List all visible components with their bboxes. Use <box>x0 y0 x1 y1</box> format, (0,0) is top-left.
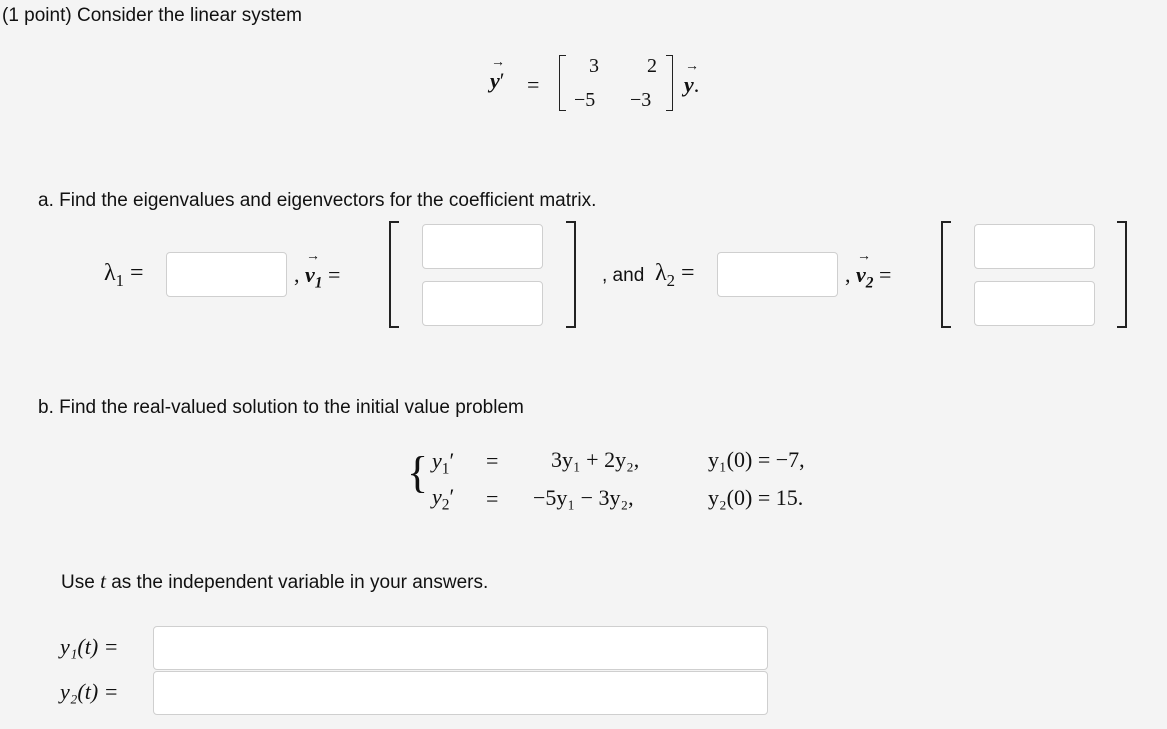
lambda1-label: $\lambda_1$ = <box>104 260 144 290</box>
matrix-left-bracket <box>559 55 566 111</box>
vector-y-prime: → y′ <box>490 68 505 94</box>
lambda2-input[interactable] <box>717 252 838 297</box>
eq2-lhs: $y_2'$ <box>432 484 455 514</box>
v2-component2-input[interactable] <box>974 281 1095 326</box>
problem-header: (1 point) Consider the linear system <box>2 5 302 26</box>
v1-left-bracket <box>389 221 399 328</box>
initial-condition-1: y₁(0) = −7, <box>708 447 805 472</box>
matrix-a22: −3 <box>630 89 652 111</box>
matrix-right-bracket <box>666 55 673 111</box>
eq2-equals: = <box>486 486 499 511</box>
eq1-rhs: 3y₁ + 2y₂, <box>551 447 640 472</box>
v2-left-bracket <box>941 221 951 328</box>
eq1-lhs: $y_1'$ <box>432 448 455 478</box>
part-a-prompt: a. Find the eigenvalues and eigenvectors for the coefficient matrix. <box>38 190 597 211</box>
matrix-a21: −5 <box>574 89 596 111</box>
equals-sign: = <box>527 72 540 97</box>
and-text: , and <box>602 265 645 286</box>
matrix-a11: 3 <box>589 55 599 77</box>
system-brace: { <box>407 448 429 497</box>
v1-label: , → $v_1$ = <box>294 262 340 292</box>
eq2-rhs: −5y₁ − 3y₂, <box>533 485 634 510</box>
part-b-prompt: b. Find the real-valued solution to the initial value problem <box>38 397 524 418</box>
v2-component1-input[interactable] <box>974 224 1095 269</box>
v1-component2-input[interactable] <box>422 281 543 326</box>
y1-answer-input[interactable] <box>153 626 768 670</box>
lambda2-label: $\lambda_2$ = <box>655 260 695 290</box>
independent-variable-note: Use t as the independent variable in your answers. <box>61 569 489 593</box>
y2-answer-label: y₂(t) = <box>60 679 119 704</box>
vector-y: → y. <box>684 72 699 98</box>
matrix-a12: 2 <box>647 55 657 77</box>
v2-label: , → $v_2$ = <box>845 262 891 292</box>
initial-condition-2: y₂(0) = 15. <box>708 485 804 510</box>
y1-answer-label: y₁(t) = <box>60 634 119 659</box>
v1-right-bracket <box>566 221 576 328</box>
y2-answer-input[interactable] <box>153 671 768 715</box>
v1-component1-input[interactable] <box>422 224 543 269</box>
v2-right-bracket <box>1117 221 1127 328</box>
lambda1-input[interactable] <box>166 252 287 297</box>
eq1-equals: = <box>486 448 499 473</box>
